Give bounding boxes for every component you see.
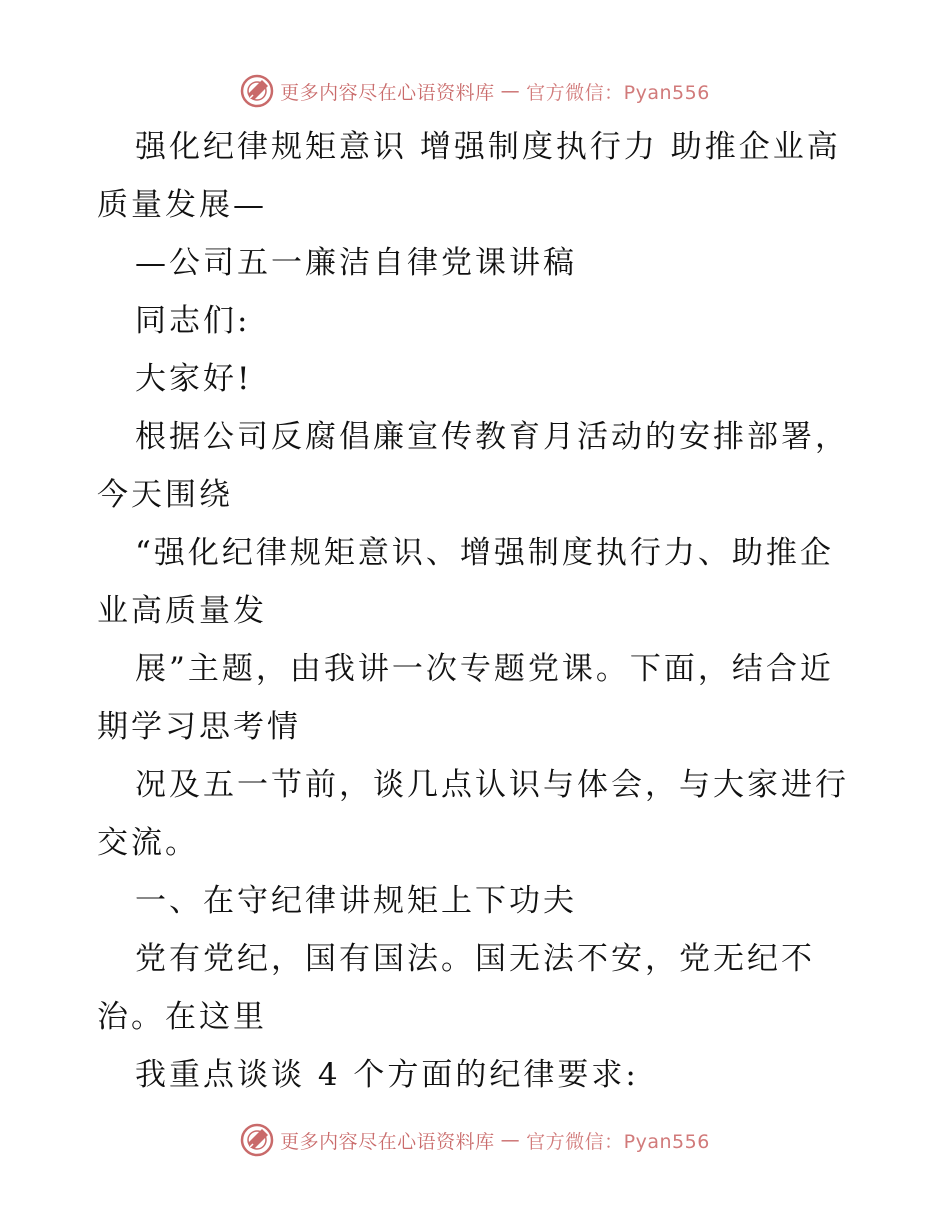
paragraph-line: 治。在这里 [97,999,267,1035]
paragraph-line: 我重点谈谈 4 个方面的纪律要求: [135,1057,639,1093]
paragraph-line: 期学习思考情 [97,709,301,745]
salutation: 同志们: [135,303,251,339]
paragraph-line: 展”主题，由我讲一次专题党课。下面，结合近 [135,651,834,687]
watermark-separator: — [500,1129,521,1151]
watermark-header [0,69,950,113]
watermark-contact-text: 官方微信：Pyan556 [526,81,710,104]
paragraph-line: 况及五一节前，谈几点认识与体会，与大家进行 [135,767,849,803]
document-body [97,118,857,1104]
paragraph-line: 业高质量发 [97,593,267,629]
pen-logo-icon [240,74,274,108]
watermark-brand-text: 更多内容尽在心语资料库 [280,1130,495,1153]
watermark-footer [0,1118,950,1162]
pen-logo-icon [240,1123,274,1157]
paragraph-line: 根据公司反腐倡廉宣传教育月活动的安排部署， [135,419,849,455]
section-heading: 一、在守纪律讲规矩上下功夫 [135,883,577,919]
watermark-contact-text: 官方微信：Pyan556 [526,1130,710,1153]
document-title-line-1: 强化纪律规矩意识 增强制度执行力 助推企业高 [135,129,841,165]
paragraph-line: “强化纪律规矩意识、增强制度执行力、助推企 [135,535,834,571]
watermark-separator: — [500,80,521,102]
paragraph-line: 今天围绕 [97,477,233,513]
document-subtitle: —公司五一廉洁自律党课讲稿 [135,245,577,281]
document-title-line-2: 质量发展— [97,187,267,223]
watermark-brand-text: 更多内容尽在心语资料库 [280,81,495,104]
paragraph-line: 交流。 [97,825,199,861]
paragraph-line: 党有党纪，国有国法。国无法不安，党无纪不 [135,941,815,977]
greeting: 大家好! [135,361,253,397]
